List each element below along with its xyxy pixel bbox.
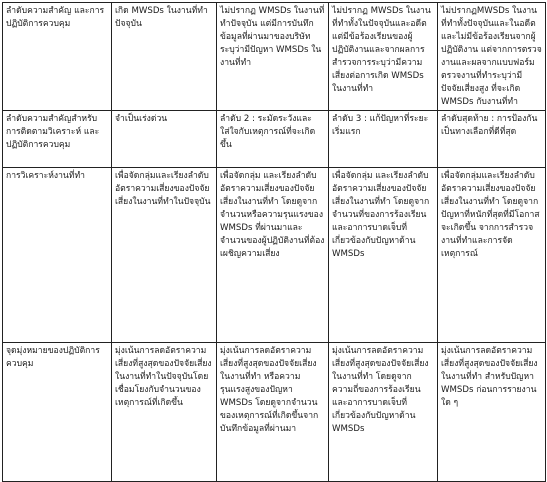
table-cell: ลำดับ 2 : ระมัดระวังและใส่ใจกับเหตุการณ์ที่จะเกิดขึ้น <box>217 110 329 167</box>
table-cell: เพื่อจัดกลุ่ม และเรียงลำดับอัตราความเสี่ยงของปัจจัยเสี่ยงในงานที่ทำ โดยดูจากจำนวนหรือความรุนแรงของ WMSDs ที่ผ่านมาและจำนวนของผู้ปฏิบัติงานที่ต้องเผชิญความเสี่ยง <box>217 167 329 342</box>
table-cell: เพื่อจัดกลุ่มและเรียงลำดับอัตราความเสี่ยงของปัจจัยเสี่ยงในงานที่ทำ โดยดูจากปัญหาที่หนักที่สุดที่มีโอกาสจะเกิดขึ้น จากการสำรวจงานที่ทำและการจัดเหตุการณ์ <box>438 167 546 342</box>
table-cell: ลำดับสุดท้าย : การป้องกันเป็นทางเลือกที่ดีที่สุด <box>438 110 546 167</box>
risk-priority-table <box>2 2 546 482</box>
table-cell: มุ่งเน้นการลดอัตราความเสี่ยงที่สูงสุดของปัจจัยเสี่ยงในงานที่ทำในปัจจุบันโดยเชื่อมโยงกับจำนวนของเหตุการณ์ที่เกิดขึ้น <box>112 342 217 481</box>
row-label-priority-followup: ลำดับความสำคัญสำหรับการติดตามวิเคราะห์ และปฏิบัติการควบคุม <box>3 110 112 167</box>
row-label-job-analysis: การวิเคราะห์งานที่ทำ <box>3 167 112 342</box>
table-cell: เพื่อจัดกลุ่มและเรียงลำดับอัตราความเสี่ยงของปัจจัยเสี่ยงในงานที่ทำในปัจจุบัน <box>112 167 217 342</box>
table-cell: มุ่งเน้นการลดอัตราความเสี่ยงที่สูงสุดของปัจจัยเสี่ยงในงานที่ทำ สำหรับปัญหา WMSDs ก่อนการรายงานใด ๆ <box>438 342 546 481</box>
table-row-control-goal <box>3 342 546 481</box>
table-cell: มุ่งเน้นการลดอัตราความเสี่ยงที่สูงสุดของปัจจัยเสี่ยงในงานที่ทำ หรือความรุนแรงสูงของปัญหา WMSDs โดยดูจากจำนวนของเหตุการณ์ที่เกิดขึ้นจากบันทึกข้อมูลที่ผ่านมา <box>217 342 329 481</box>
table-cell: จำเป็นเร่งด่วน <box>112 110 217 167</box>
table-cell: มุ่งเน้นการลดอัตราความเสี่ยงที่สูงสุดของปัจจัยเสี่ยงในงานที่ทำ โดยดูจากความถี่ของการร้องเรียน และอาการบาดเจ็บที่เกี่ยวข้องกับปัญหาด้าน WMSDs <box>329 342 438 481</box>
header-cell-past-records: ไม่ปรากฏ WMSDs ในงานที่ทำปัจจุบัน แต่มีการบันทึกข้อมูลที่ผ่านมาของบริษัทระบุว่ามีปัญหา WMSDs ในงานที่ทำ <box>217 3 329 111</box>
table-row-job-analysis <box>3 167 546 342</box>
row-label-priority-and-control: ลำดับความสำคัญ และการปฏิบัติการควบคุม <box>3 3 112 111</box>
table-cell: ลำดับ 3 : แก้ปัญหาที่ระยะเริ่มแรก <box>329 110 438 167</box>
header-cell-complaints: ไม่ปรากฏ MWSDs ในงานที่ทำทั้งในปัจจุบันและอดีต แต่มีข้อร้องเรียนของผู้ปฏิบัติงานและจากผลการสำรวจการระบุว่ามีความเสี่ยงต่อการเกิด WMSDs ในงานที่ทำ <box>329 3 438 111</box>
header-cell-current-msds: เกิด MWSDs ในงานที่ทำปัจจุบัน <box>112 3 217 111</box>
header-cell-inspection: ไม่ปรากฏMWSDs ในงานที่ทำทั้งปัจจุบันและในอดีต และไม่มีข้อร้องเรียนจากผู้ปฏิบัติงาน แต่จากการตรวจงานและผลจากแบบฟอร์มตรวจงานที่ทำระบุว่ามีปัจจัยเสี่ยงสูง ที่จะเกิด WMSDs กับงานที่ทำ <box>438 3 546 111</box>
table-cell: เพื่อจัดกลุ่ม และเรียงลำดับอัตราความเสี่ยงของปัจจัยเสี่ยงในงานที่ทำ โดยดูจากจำนวนที่ของการร้องเรียน และอาการบาดเจ็บที่เกี่ยวข้องกับปัญหาด้าน WMSDs <box>329 167 438 342</box>
table-row-header <box>3 3 546 111</box>
table-row-priority <box>3 110 546 167</box>
row-label-control-goal: จุดมุ่งหมายของปฏิบัติการควบคุม <box>3 342 112 481</box>
